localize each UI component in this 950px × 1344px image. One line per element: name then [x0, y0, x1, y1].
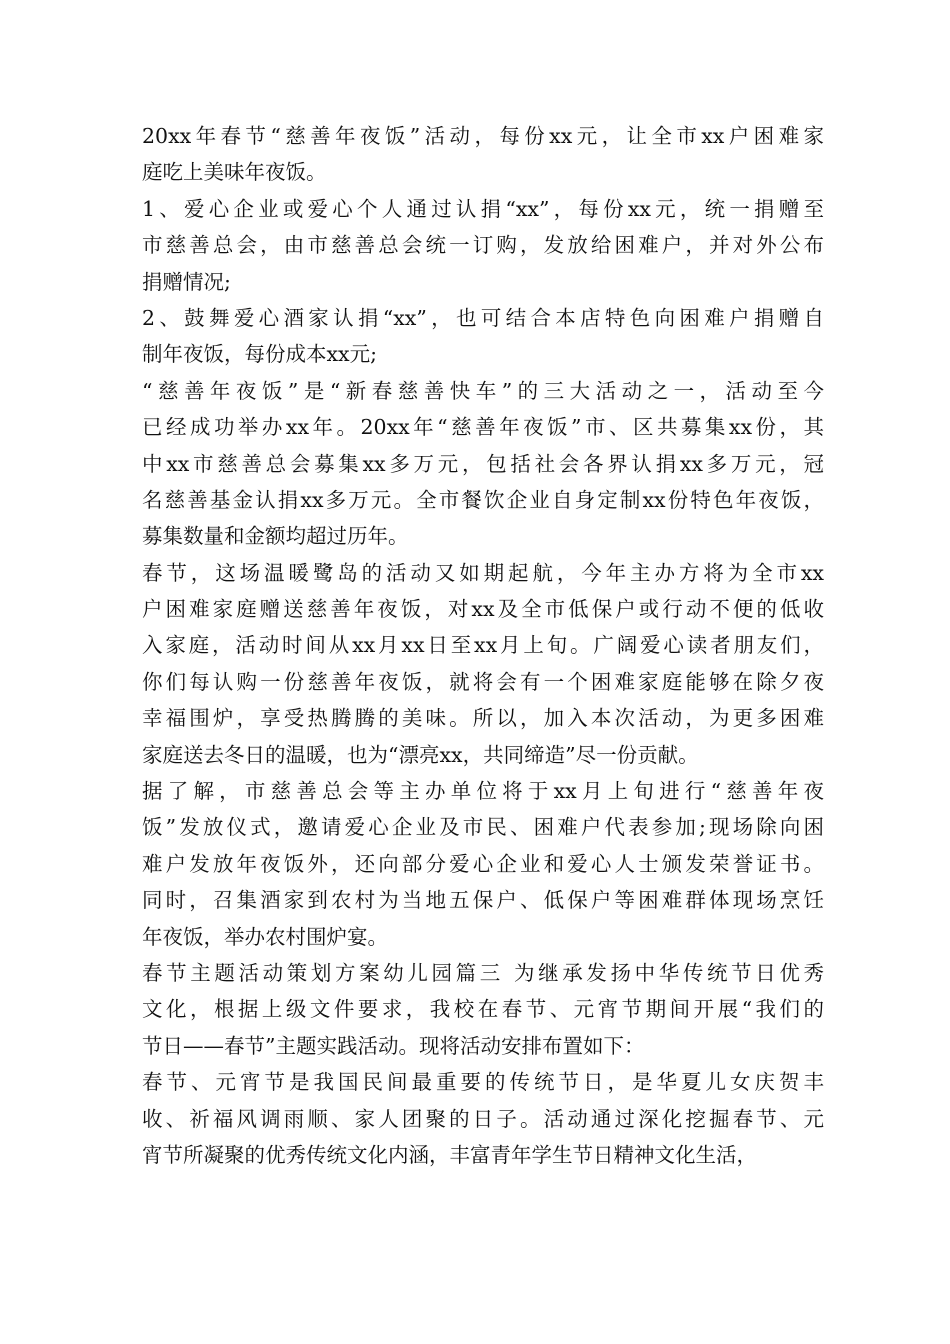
text-line: 你们每认购一份慈善年夜饭，就将会有一个困难家庭能够在除夕夜 [142, 669, 824, 694]
paragraph [142, 955, 824, 1064]
text-line: 难户发放年夜饭外，还向部分爱心企业和爱心人士颁发荣誉证书。 [142, 851, 824, 876]
text-line: 庭吃上美味年夜饭。 [142, 160, 327, 185]
text-line: 文化，根据上级文件要求，我校在春节、元宵节期间开展“我们的 [142, 997, 824, 1022]
text-line: 家庭送去冬日的温暖，也为“漂亮xx，共同缔造”尽一份贡献。 [142, 742, 699, 767]
text-line: 户困难家庭赠送慈善年夜饭，对xx及全市低保户或行动不便的低收 [142, 597, 824, 622]
text-line: 春节、元宵节是我国民间最重要的传统节日，是华夏儿女庆贺丰 [142, 1070, 824, 1095]
text-line: 宵节所凝聚的优秀传统文化内涵，丰富青年学生节日精神文化生活， [142, 1142, 757, 1167]
text-line: 制年夜饭，每份成本xx元; [142, 342, 378, 367]
text-line: 节日——春节”主题实践活动。现将活动安排布置如下： [142, 1033, 645, 1058]
text-line: 收、祈福风调雨顺、家人团聚的日子。活动通过深化挖掘春节、元 [142, 1106, 824, 1131]
paragraph [142, 1064, 824, 1173]
text-line: 幸福围炉，享受热腾腾的美味。所以，加入本次活动，为更多困难 [142, 706, 824, 731]
paragraph [142, 773, 824, 955]
text-line: 入家庭，活动时间从xx月xx日至xx月上旬。广阔爱心读者朋友们， [142, 633, 824, 658]
paragraph [142, 555, 824, 773]
text-line: 春节主题活动策划方案幼儿园篇三 为继承发扬中华传统节日优秀 [142, 960, 824, 985]
text-line: 2、鼓舞爱心酒家认捐“xx”，也可结合本店特色向困难户捐赠自 [142, 305, 824, 330]
text-line: 名慈善基金认捐xx多万元。全市餐饮企业自身定制xx份特色年夜饭， [142, 487, 824, 512]
text-line: 年夜饭，举办农村围炉宴。 [142, 924, 388, 949]
text-line: 春节，这场温暖鹭岛的活动又如期起航，今年主办方将为全市xx [142, 560, 824, 585]
text-line: “慈善年夜饭”是“新春慈善快车”的三大活动之一，活动至今 [142, 378, 824, 403]
text-line: 同时，召集酒家到农村为当地五保户、低保户等困难群体现场烹饪 [142, 888, 824, 913]
paragraph [142, 191, 824, 300]
text-line: 募集数量和金额均超过历年。 [142, 524, 409, 549]
text-line: 中xx市慈善总会募集xx多万元，包括社会各界认捐xx多万元，冠 [142, 451, 824, 476]
text-line: 20xx年春节“慈善年夜饭”活动，每份xx元，让全市xx户困难家 [142, 124, 824, 148]
text-line: 捐赠情况; [142, 269, 231, 294]
text-line: 据了解，市慈善总会等主办单位将于xx月上旬进行“慈善年夜 [142, 779, 824, 804]
paragraph [142, 118, 824, 191]
text-line: 已经成功举办xx年。20xx年“慈善年夜饭”市、区共募集xx份，其 [142, 415, 824, 440]
text-line: 市慈善总会，由市慈善总会统一订购，发放给困难户，并对外公布 [142, 233, 824, 258]
paragraph [142, 300, 824, 373]
paragraph [142, 373, 824, 555]
text-line: 饭”发放仪式，邀请爱心企业及市民、困难户代表参加;现场除向困 [142, 815, 824, 840]
document-body [142, 118, 824, 1173]
text-line: 1、爱心企业或爱心个人通过认捐“xx”，每份xx元，统一捐赠至 [142, 196, 824, 221]
